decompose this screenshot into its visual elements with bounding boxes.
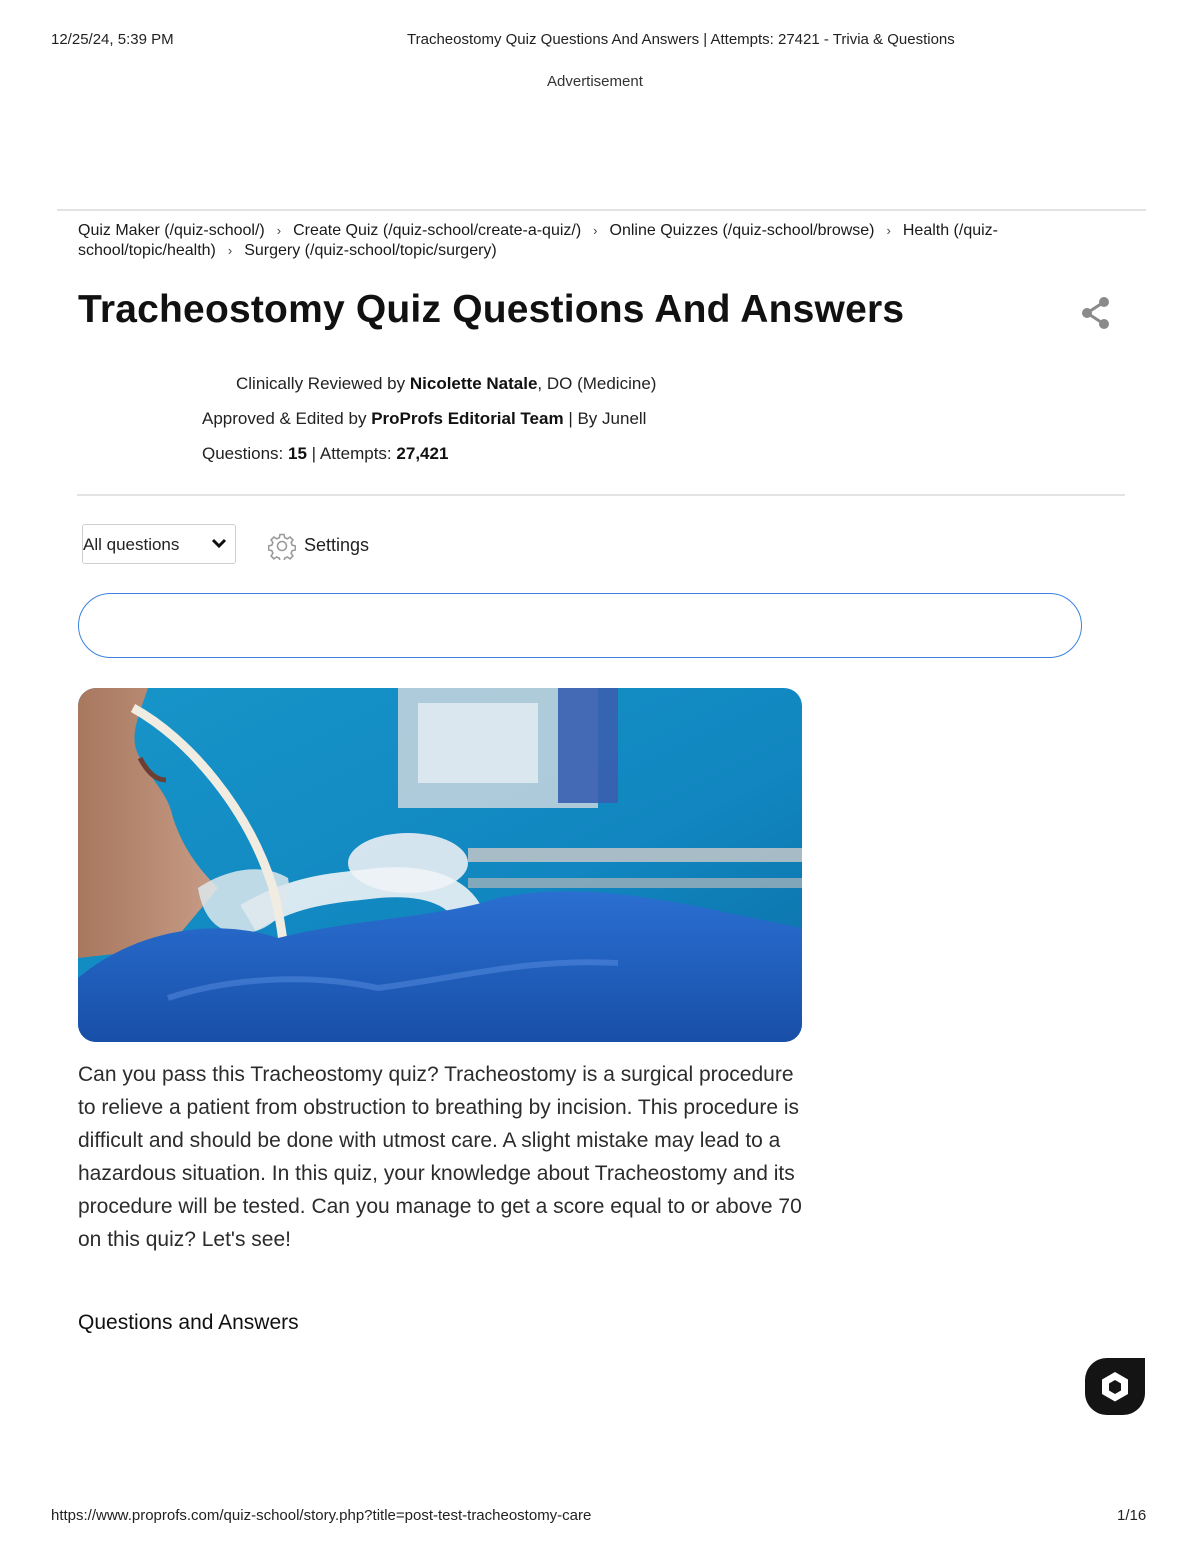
breadcrumb-link-surgery[interactable]: Surgery (/quiz-school/topic/surgery)	[244, 242, 497, 259]
approved-by-label: Approved & Edited by	[202, 409, 367, 428]
breadcrumb-link-create-quiz[interactable]: Create Quiz (/quiz-school/create-a-quiz/)	[293, 222, 582, 239]
questions-count: 15	[288, 444, 307, 463]
settings-button[interactable]	[268, 532, 369, 560]
top-divider	[57, 209, 1146, 211]
approval-line	[202, 409, 646, 429]
editorial-team-name[interactable]: ProProfs Editorial Team	[371, 409, 564, 428]
chevron-down-icon	[209, 533, 229, 553]
reviewer-credentials: , DO (Medicine)	[537, 374, 657, 393]
breadcrumb-link-online-quizzes[interactable]: Online Quizzes (/quiz-school/browse)	[609, 222, 875, 239]
share-icon[interactable]	[1080, 296, 1112, 330]
print-datetime: 12/25/24, 5:39 PM	[51, 31, 174, 48]
breadcrumb-separator: ›	[276, 223, 282, 238]
questions-label: Questions:	[202, 444, 284, 463]
print-footer-page: 1/16	[1117, 1507, 1147, 1524]
clinical-review-line	[236, 374, 656, 394]
quiz-stats-line	[202, 444, 448, 464]
attempts-count: 27,421	[396, 444, 449, 463]
search-input[interactable]	[78, 593, 1082, 658]
chat-widget-button[interactable]	[1085, 1358, 1145, 1415]
breadcrumb	[78, 221, 1078, 261]
quiz-description: Can you pass this Tracheostomy quiz? Tracheostomy is a surgical procedure to relieve a patient from obstruction to breathing by incision. This procedure is difficult and should be done with utmost care. A slight mistake may lead to a hazardous situation. In this quiz, your knowledge about Tracheostomy and its procedure will be tested. Can you manage to get a score equal to or above 70 on this quiz? Let's see!	[78, 1063, 802, 1251]
question-filter-value: All questions	[83, 535, 180, 554]
hero-image	[78, 688, 802, 1042]
meta-divider	[77, 494, 1125, 496]
question-filter-select[interactable]	[82, 524, 236, 564]
breadcrumb-link-quiz-maker[interactable]: Quiz Maker (/quiz-school/)	[78, 222, 265, 239]
questions-and-answers-heading: Questions and Answers	[78, 1311, 299, 1334]
page-title: Tracheostomy Quiz Questions And Answers	[78, 288, 905, 331]
attempts-label: | Attempts:	[311, 444, 392, 463]
advertisement-label: Advertisement	[547, 73, 643, 90]
reviewer-name[interactable]: Nicolette Natale	[409, 374, 538, 393]
settings-label: Settings	[304, 534, 370, 555]
gear-icon	[268, 532, 296, 560]
author-label: | By Junell	[568, 409, 647, 428]
reviewed-by-label: Clinically Reviewed by	[236, 374, 406, 393]
breadcrumb-separator: ›	[593, 223, 598, 238]
breadcrumb-link-health[interactable]: Health (/quiz-school/topic/health)	[78, 222, 999, 259]
print-page-title: Tracheostomy Quiz Questions And Answers | Attempts: 27421 - Trivia & Questions	[407, 31, 955, 48]
print-footer-url: https://www.proprofs.com/quiz-school/story.php?title=post-test-tracheostomy-care	[51, 1507, 592, 1524]
breadcrumb-separator: ›	[227, 243, 233, 258]
breadcrumb-separator: ›	[886, 223, 891, 238]
chat-widget-icon	[1085, 1358, 1145, 1415]
